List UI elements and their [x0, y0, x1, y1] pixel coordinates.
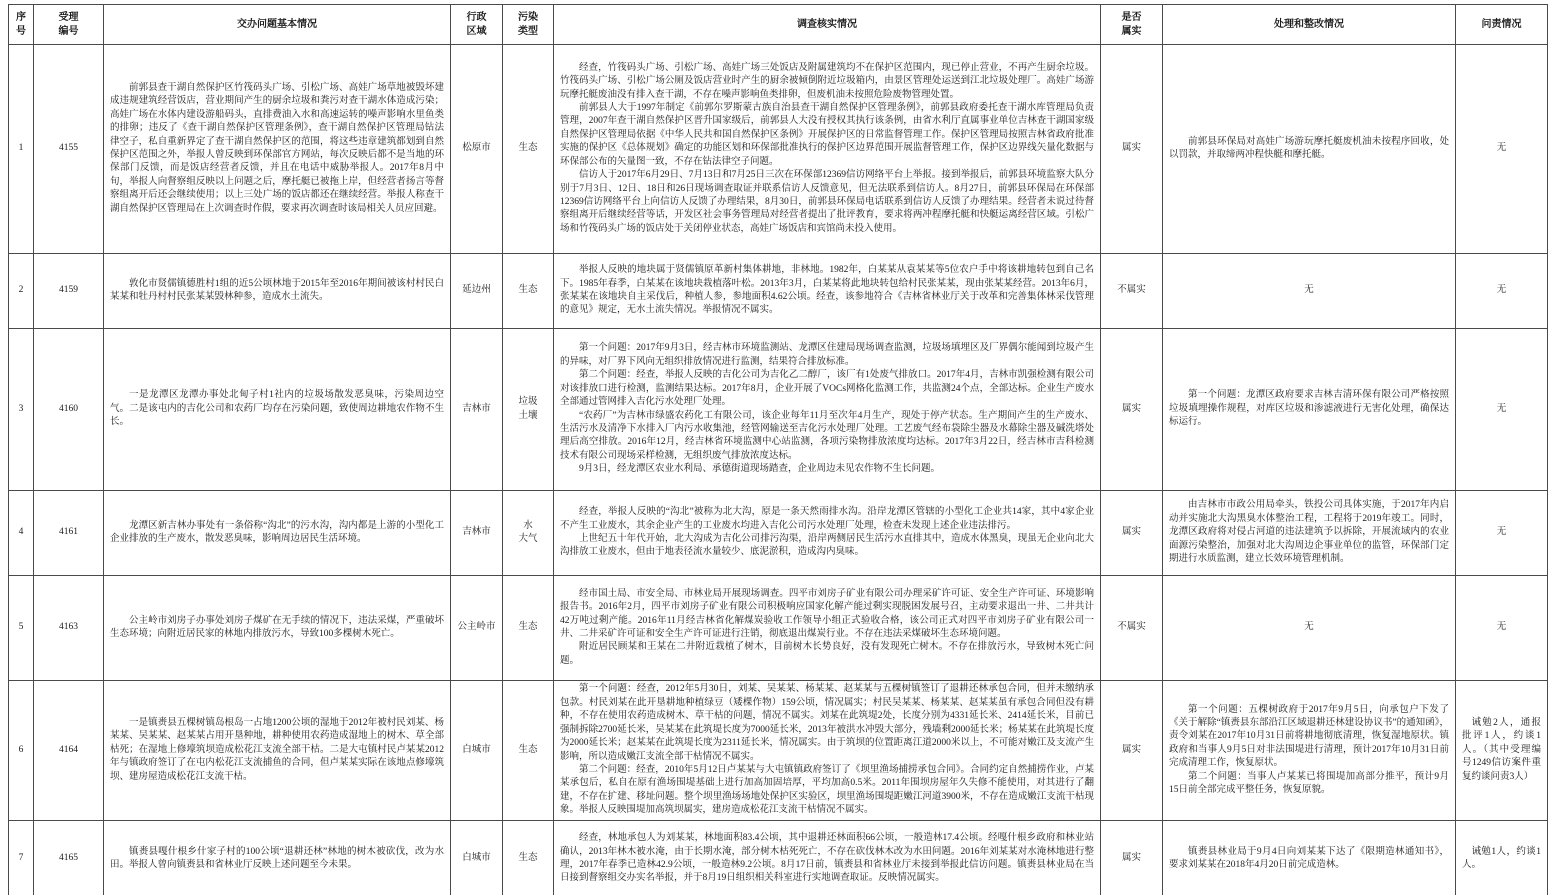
table-row: [9, 45, 1548, 254]
col-header-verified: [1101, 5, 1163, 45]
cell-handling: [1163, 821, 1456, 895]
cell-investigation: [554, 491, 1101, 576]
paragraph: 公主岭市刘房子办事处刘房子煤矿在无手续的情况下，违法采煤，严重破坏生态环境；向附近居民家的林地内排放污水，导致100多棵树木死亡。: [110, 615, 444, 639]
paragraph: 生态: [518, 622, 538, 633]
col-header-seq: 序号: [9, 5, 34, 45]
paragraph: 污染: [518, 11, 538, 23]
paragraph: 一是镇赉县五棵树镇岛根岛一占地1200公顷的湿地于2012年被村民刘某、杨某某、吴某某、赵某某占用开垦种地，耕种使用农药造成湿地上的树木、草全部枯死；在湿地上修壕筑坝造成松花江支流全部干枯。二是大屯镇村民卢某某2012年与镇政府签订了在屯内松花江支流捕鱼的合同，但卢某某实际在该地点修壕筑坝、建房屋造成松花江支流干枯。: [110, 717, 444, 782]
paragraph: 土壤: [518, 410, 538, 421]
col-header-case-no: [34, 5, 104, 45]
cell-case-no: 4165: [34, 821, 104, 895]
paragraph: 敦化市贤儒镇德胜村1组的近5公顷林地于2015年至2016年期间被该村村民白某某和牡丹村村民张某某毁林种参，造成水土流失。: [110, 278, 444, 302]
paragraph: 第二个问题：经查，举报人反映的吉化公司为吉化乙二醇厂，该厂有1处废气排放口。2017年4月，吉林市凯强检测有限公司对该排放口进行检测，监测结果达标。2017年8月，企业开展了VOCs网格化监测工作，共监测24个点，全部达标。企业生产废水全部通过管网排入吉化污水处理厂处理。: [560, 370, 1094, 408]
cell-pollution-type: [503, 329, 554, 491]
complaint-case-table: [8, 4, 1548, 895]
cell-pollution-type: [503, 576, 554, 681]
cell-case-no: 4163: [34, 576, 104, 681]
paragraph: 大气: [518, 534, 538, 544]
paragraph: 信访人于2017年6月29日、7月13日和7月25日三次在环保部12369信访网络平台上举报。接到举报后，前郭县环境监察大队分别于7月3日、12日、18日和26日现场调查取证并联系信访人反馈意见，但无法联系到信访人。8月27日，前郭县环保局在环保部12369信访网络平台上向信访人反馈了办理结果，8月30日，前郭县环保局电话联系到信访人反馈了办理结果。经营者未说过待督察组离开后继续经营等话，开发区社会事务管理局对经营者提出了批评教育，要求将两冲程摩托艇和快艇运离经营区域。引松广场和竹筏码头广场的饭店处于关闭停业状态，高娃广场饭店和宾馆尚未投入使用。: [560, 170, 1094, 234]
col-header-region: [451, 5, 503, 45]
cell-investigation: [554, 821, 1101, 895]
paragraph: 生态: [518, 744, 538, 755]
cell-accountability: 无: [1456, 329, 1548, 491]
cell-problem: [104, 254, 451, 329]
cell-pollution-type: [503, 254, 554, 329]
paragraph: 第一个问题：龙潭区政府要求吉林吉清环保有限公司严格按照垃圾填埋操作规程，对库区垃圾和渗滤液进行无害化处理，确保达标运行。: [1169, 390, 1449, 428]
cell-problem: [104, 329, 451, 491]
cell-investigation: [554, 45, 1101, 254]
cell-pollution-type: [503, 681, 554, 821]
cell-problem: [104, 821, 451, 895]
paragraph: 镇赉县林业局于9月4日向刘某某下达了《限期造林通知书》，要求刘某某在2018年4月20日前完成造林。: [1169, 846, 1449, 870]
cell-verified: 属实: [1101, 45, 1163, 254]
paragraph: 举报人反映的地块属于贤儒镇原革新村集体耕地，非林地。1982年，白某某从袁某某等5位农户手中将该耕地转包到自己名下。1985年春季，白某某在该地块栽植落叶松。2013年3月，白某某将此地块转包给村民张某某，现由张某某经营。2013年6月，张某某在该地块自主采伐后，种植人参，参地面积4.62公顷。经查，该参地符合《吉林省林业厅关于改革和完善集体林采伐管理的意见》规定，无水土流失情况。举报情况不属实。: [560, 265, 1094, 316]
cell-handling: [1163, 491, 1456, 576]
cell-verified: 属实: [1101, 681, 1163, 821]
cell-case-no: 4159: [34, 254, 104, 329]
table-row: [9, 329, 1548, 491]
paragraph: 前郭县环保局对高娃广场游玩摩托艇废机油未按程序回收，处以罚款，并取缔两冲程快艇和摩托艇。: [1169, 136, 1449, 160]
paragraph: 前郭县查干湖自然保护区竹筏码头广场、引松广场、高娃广场草地被毁坏建成违规建筑经营饭店，营业期间产生的厨余垃圾和粪污对查干湖水体造成污染；高娃广场在水体内建设游船码头，直排费油入水和高速运转的噪声影响水里鱼类的排卵；违反了《查干湖自然保护区管理条例》，查干湖自然保护区管理局钻法律空子，私自重新界定了查干湖自然保护区的范围，将这些违章建筑都划到自然保护区范围之外，举报人曾反映到环保部官方网站，每次反映后都不是当地的环保部门反馈，而是饭店经营者反馈，并且在电话中威胁举报人。2017年8月中旬，举报人向督察组反映以上问题之后，摩托艇已被拖上岸，但经营者扬言等督察组离开后还会继续使用；以上三处广场的饭店都还在继续经营。举报人称查干湖自然保护区管理局在上次调查时作假，要求再次调查时该局相关人员应回避。: [110, 82, 444, 214]
col-header-investigation: 调查核实情况: [554, 5, 1101, 45]
cell-pollution-type: [503, 821, 554, 895]
paragraph: 生态: [518, 853, 538, 864]
col-header-pollution-type: [503, 5, 554, 45]
cell-problem: [104, 576, 451, 681]
paragraph: 经市国土局、市安全局、市林业局开展现场调查。四平市刘房子矿业有限公司办理采矿许可证、安全生产许可证、环境影响报告书。2016年2月，四平市刘房子矿业有限公司积极响应国家化解产能过剩实现脱困发展号召，主动要求退出一井、二井共计42万吨过剩产能。2016年11月经吉林省化解煤炭验收工作领导小组正式验收合格，该公司正式对四平市刘房子矿业有限公司一井、二井采矿许可证和安全生产许可证进行注销，彻底退出煤炭行业。不存在违法采煤破坏生态环境问题。: [560, 588, 1094, 639]
col-header-handling: 处理和整改情况: [1163, 5, 1456, 45]
paragraph: 一是龙潭区龙潭办事处北甸子村1社内的垃圾场散发恶臭味，污染周边空气。二是该屯内的吉化公司和农药厂均存在污染问题，致使周边耕地农作物不生长。: [110, 390, 444, 428]
cell-accountability: 无: [1456, 576, 1548, 681]
cell-seq: 7: [9, 821, 34, 895]
cell-handling: [1163, 45, 1456, 254]
cell-verified: 属实: [1101, 491, 1163, 576]
cell-verified: 不属实: [1101, 254, 1163, 329]
paragraph: 生态: [518, 285, 538, 296]
cell-case-no: 4155: [34, 45, 104, 254]
cell-investigation: [554, 254, 1101, 329]
paragraph: 前郭县人大于1997年制定《前郭尔罗斯蒙古族自治县查干湖自然保护区管理条例》，前郭县政府委托查干湖水库管理局负责管理，2007年查干湖自然保护区晋升国家级后，前郭县人大没有授权其执行该条例，由省水利厅直属事业单位吉林查干湖国家级自然保护区管理局依据《中华人民共和国自然保护区条例》开展保护区的日常监督管理工作。保护区管理局按照吉林省政府批准实施的保护区《总体规划》确定的功能区划和环保部批准执行的保护区边界范围开展监督管理工作，保护区边界线矢量化数据与环保部公布的矢量图一致，不存在钻法律空子问题。: [560, 103, 1094, 167]
cell-region: 公主岭市: [451, 576, 503, 681]
cell-verified: 属实: [1101, 329, 1163, 491]
paragraph: 经查，举报人反映的“沟北”被称为北大沟，原是一条天然雨排水沟。沿岸龙潭区管辖的小型化工企业共14家，其中4家企业不产生工业废水，其余企业产生的工业废水均进入吉化公司污水处理厂处理，检查未发现上述企业违法排污。: [560, 507, 1094, 531]
cell-problem: [104, 491, 451, 576]
cell-investigation: [554, 576, 1101, 681]
paragraph: 由吉林市市政公用局牵头，铁投公司具体实施，于2017年内启动并实施北大沟黑臭水体整治工程，工程将于2019年竣工。同时，龙潭区政府将对侵占河道的违法建筑予以拆除，开展流域内的农业面源污染整治，加强对北大沟周边企事业单位的监管，环保部门定期进行水质监测，建立长效环境管理机制。: [1169, 500, 1449, 565]
paragraph: 编号: [58, 25, 79, 37]
paragraph: 经查，林地承包人为刘某某，林地面积83.4公顷，其中退耕还林面积66公顷，一般造林17.4公顷。经嘎什根乡政府和林业站确认，2013年林木被水淹，由于长期水淹，部分树木枯死死亡，不存在砍伐林木改为水田问题。2016年刘某某对水淹林地进行整理，2017年春季已造林42.9公顷，一般造林9.2公顷。8月17日前，镇赉县和省林业厅未接到举报此信访问题。镇赉县林业局在当日接到督察组交办实名举报，并于8月19日组织相关科室进行实地调查取证。反映情况属实。: [560, 833, 1094, 884]
cell-handling: 无: [1163, 576, 1456, 681]
table-row: [9, 821, 1548, 895]
cell-verified: 属实: [1101, 821, 1163, 895]
cell-case-no: 4164: [34, 681, 104, 821]
cell-problem: [104, 681, 451, 821]
col-header-accountability: 问责情况: [1456, 5, 1548, 45]
paragraph: 附近居民顾某和王某在二井附近栽植了树木，目前树木长势良好，没有发现死亡树木。不存在排放污水，导致树木死亡问题。: [560, 642, 1094, 666]
cell-region: 白城市: [451, 681, 503, 821]
cell-accountability: 无: [1456, 45, 1548, 254]
col-header-problem: 交办问题基本情况: [104, 5, 451, 45]
paragraph: 第二个问题：当事人卢某某已将围堤加高部分推平，预计9月15日前全部完成平整任务，恢复原貌。: [1169, 771, 1449, 796]
cell-region: 吉林市: [451, 491, 503, 576]
table-row: [9, 254, 1548, 329]
cell-accountability: 无: [1456, 491, 1548, 576]
cell-case-no: 4161: [34, 491, 104, 576]
cell-problem: [104, 45, 451, 254]
cell-seq: 4: [9, 491, 34, 576]
cell-accountability: [1456, 821, 1548, 895]
table-body: [9, 45, 1548, 895]
paragraph: 诫勉2人，通报批评1人，约谈1人。（其中受理编号1249信访案件重复约谈问责3人）: [1462, 717, 1541, 782]
paragraph: “农药厂”为吉林市绿盛农药化工有限公司，该企业每年11月至次年4月生产，现处于停产状态。生产期间产生的生产废水、生活污水及清净下水排入厂内污水收集池，经管网输送至吉化污水处理厂处理。工艺废气经布袋除尘器及水幕除尘器及碱洗塔处理后高空排放。2016年12月，经吉林省环境监测中心站监测，各项污染物排放浓度均达标。2017年3月22日，经吉林市吉科检测技术有限公司现场采样检测，无组织废气排放浓度达标。: [560, 410, 1094, 461]
cell-region: 松原市: [451, 45, 503, 254]
cell-investigation: [554, 329, 1101, 491]
header-row: [9, 5, 1548, 45]
paragraph: 属实: [1121, 25, 1142, 37]
cell-region: 吉林市: [451, 329, 503, 491]
cell-seq: 1: [9, 45, 34, 254]
paragraph: 第一个问题：五棵树政府于2017年9月5日，向承包户下发了《关于解除“镇赉县东部沿江区域退耕还林建设协议书”的通知函》，责令刘某在2017年10月31日前将耕地彻底清理，恢复湿地原状。镇政府和当事人9月5日对非法围堤进行清理，预计2017年10月31日前完成清理工作，恢复原状。: [1169, 704, 1449, 769]
paragraph: 受理: [58, 11, 79, 23]
cell-seq: 3: [9, 329, 34, 491]
cell-handling: [1163, 329, 1456, 491]
paragraph: 类型: [518, 25, 538, 37]
cell-handling: 无: [1163, 254, 1456, 329]
cell-region: 延边州: [451, 254, 503, 329]
paragraph: 上世纪五十年代开始，北大沟成为吉化公司排污沟渠，沿岸两侧居民生活污水直排其中，造成水体黑臭，现虽无企业向北大沟排放工业废水，但由于地表径流水量较少、底泥淤积，造成沟内臭味。: [560, 534, 1094, 558]
table-row: [9, 491, 1548, 576]
paragraph: 行政: [466, 11, 487, 23]
paragraph: 龙潭区新吉林办事处有一条俗称“沟北”的污水沟，沟内都是上游的小型化工企业排放的生产废水，散发恶臭味，影响周边居民生活环境。: [110, 520, 444, 544]
paragraph: 垃圾: [518, 397, 538, 408]
paragraph: 区域: [466, 25, 487, 37]
cell-pollution-type: [503, 491, 554, 576]
cell-seq: 6: [9, 681, 34, 821]
cell-pollution-type: [503, 45, 554, 254]
paragraph: 9月3日，经龙潭区农业水利局、承德街道现场踏查，企业周边未见农作物不生长问题。: [579, 464, 941, 475]
paragraph: 生态: [518, 143, 538, 154]
paragraph: 经查，竹筏码头广场、引松广场、高娃广场三处饭店及附属建筑均不在保护区范围内，现已停止营业，不再产生厨余垃圾。竹筏码头广场、引松广场公厕及饭店营业时产生的厨余被倾倒附近垃圾箱内，由景区管理处运送到江北垃圾处理厂。高娃广场游玩摩托艇废油没有排入查干湖，不存在噪声影响鱼类排卵，但废机油未按照危险废物管理处置。: [560, 62, 1094, 100]
paragraph: 第二个问题：经查，2010年5月12日卢某某与大屯镇镇政府签订了《坝里渔场捕捞承包合同》。合同约定自然捕捞作业，卢某某承包后，私自在原有渔场围堤基础上进行加高加固培厚，平均加高0.5米。2011年围坝房屋年久失修不能使用，对其进行了翻建，不存在扩建、移址问题。整个坝里渔场场地处保护区实验区，坝里渔场围堤距嫩江河道3900米，不存在造成嫩江支流干枯现象。举报人反映围堤加高筑坝属实，建房造成松花江支流干枯情况不属实。: [560, 764, 1094, 816]
cell-seq: 5: [9, 576, 34, 681]
cell-verified: 不属实: [1101, 576, 1163, 681]
paragraph: 镇赉县嘎什根乡什家子村的100公顷“退耕还林”林地的树木被砍伐，改为水田。举报人曾向镇赉县和省林业厅反映上述问题至今未果。: [110, 846, 444, 870]
paragraph: 第一个问题：2017年9月3日，经吉林市环境监测站、龙潭区住建局现场调查监测，垃圾场填埋区及厂界偶尔能闻到垃圾产生的异味，对厂界下风向无组织排放情况进行监测，结果符合排放标准。: [560, 343, 1094, 367]
paragraph: 是否: [1121, 11, 1142, 23]
table-row: [9, 681, 1548, 821]
cell-seq: 2: [9, 254, 34, 329]
table-row: [9, 576, 1548, 681]
cell-investigation: [554, 681, 1101, 821]
paragraph: 第一个问题：经查，2012年5月30日，刘某、吴某某、杨某某、赵某某与五棵树镇签订了退耕还林承包合同，但并未缴纳承包款。村民刘某在此开垦耕地种植绿豆（矮棵作物）159公顷，情况属实；村民吴某某、杨某某、赵某某虽有承包合同但没有耕种，不存在使用农药造成树木、草干枯的问题，情况不属实。刘某在此筑堤2处，长度分别为4331延长米、2414延长米，目前已强制拆除2700延长米，吴某某在此筑堤长度为7000延长米，2013年被洪水冲毁大部分，残墙剩2000延长米；杨某某在此筑堤长度为2000延长米；赵某某在此筑堤长度为2311延长米，情况属实。由于筑坝的位置距离江道2000米以上，不可能对嫩江及支流产生影响，所以造成嫩江支流全部干枯情况不属实。: [560, 684, 1094, 762]
cell-accountability: 无: [1456, 254, 1548, 329]
cell-case-no: 4160: [34, 329, 104, 491]
cell-region: 白城市: [451, 821, 503, 895]
paragraph: 诫勉1人，约谈1人。: [1462, 846, 1541, 870]
cell-accountability: [1456, 681, 1548, 821]
paragraph: 水: [523, 520, 533, 531]
cell-handling: [1163, 681, 1456, 821]
